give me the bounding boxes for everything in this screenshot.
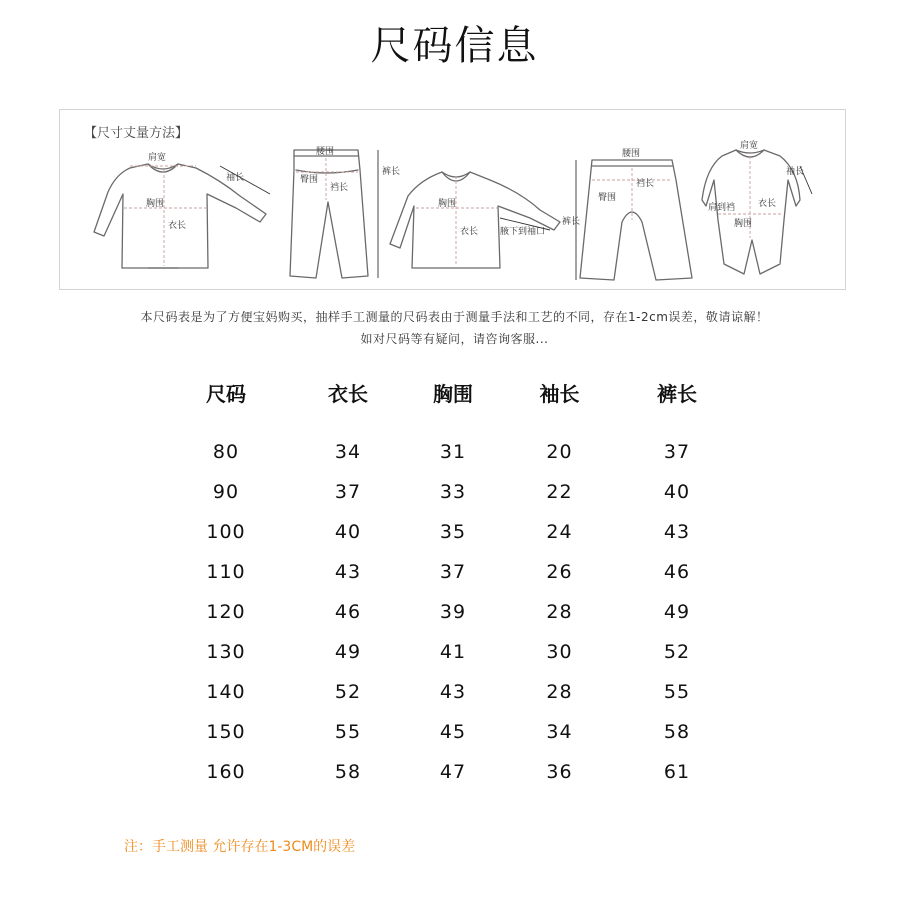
cell-pants-length: 37 (663, 441, 691, 463)
cell-chest: 39 (439, 601, 467, 623)
table-row (170, 592, 727, 632)
sketch-label: 裤长 (382, 167, 401, 177)
sketch-label: 衣长 (758, 199, 777, 209)
cell-size: 150 (206, 721, 246, 743)
sketch-label: 袖长 (786, 167, 805, 177)
sketch-label: 衣长 (460, 227, 479, 237)
cell-pants-length: 43 (663, 521, 691, 543)
sketch-label: 臀围 (300, 175, 319, 185)
cell-sleeve: 30 (546, 641, 573, 663)
cell-size: 120 (206, 601, 246, 623)
cell-size: 100 (206, 521, 246, 543)
cell-sleeve: 26 (546, 561, 573, 583)
cell-length: 43 (334, 561, 362, 583)
table-row (170, 672, 727, 712)
cell-sleeve: 28 (546, 681, 573, 703)
table-row (170, 472, 727, 512)
cell-size: 140 (206, 681, 246, 703)
cell-pants-length: 52 (663, 641, 691, 663)
cell-size: 80 (212, 441, 240, 463)
sketch-label: 胸围 (438, 199, 457, 209)
sketch-label: 袖长 (226, 173, 245, 183)
page-title: 尺码信息 (370, 23, 539, 69)
table-row (170, 752, 727, 792)
cell-size: 130 (206, 641, 246, 663)
cell-chest: 43 (439, 681, 467, 703)
cell-length: 34 (334, 441, 362, 463)
table-row (170, 632, 727, 672)
cell-chest: 31 (439, 441, 467, 463)
cell-pants-length: 46 (663, 561, 691, 583)
cell-sleeve: 22 (546, 481, 573, 503)
cell-chest: 33 (439, 481, 467, 503)
sketch-label: 腰围 (622, 149, 641, 159)
measurement-guide (59, 109, 846, 290)
table-row (170, 432, 727, 472)
cell-length: 37 (334, 481, 362, 503)
header-length: 衣长 (328, 381, 368, 406)
tolerance-note: 注：手工测量 允许存在1-3CM的误差 (124, 839, 356, 855)
cell-chest: 35 (439, 521, 467, 543)
cell-sleeve: 34 (546, 721, 573, 743)
cell-length: 46 (334, 601, 362, 623)
header-chest: 胸围 (433, 381, 473, 406)
header-pants-length: 裤长 (657, 381, 697, 406)
measurement-guide-label: 【尺寸丈量方法】 (84, 126, 189, 141)
pants-sketch-icon (290, 150, 368, 278)
contact-note: 如对尺码等有疑问，请咨询客服... (360, 332, 549, 346)
open-crotch-pants-sketch-icon (580, 160, 692, 280)
cell-chest: 47 (439, 761, 467, 783)
table-row (170, 552, 727, 592)
cell-length: 58 (334, 761, 362, 783)
sketch-label: 腋下到袖口 (500, 227, 546, 237)
size-table (170, 372, 727, 792)
table-row (170, 712, 727, 752)
size-table-header (170, 372, 727, 412)
sketch-label: 裆长 (330, 183, 349, 193)
sketch-label: 肩到裆 (708, 203, 736, 213)
table-row (170, 512, 727, 552)
cell-size: 110 (206, 561, 246, 583)
sketch-label: 肩宽 (740, 141, 759, 151)
cell-sleeve: 28 (546, 601, 573, 623)
cell-length: 52 (334, 681, 362, 703)
sketch-label: 胸围 (734, 219, 753, 229)
cell-chest: 37 (439, 561, 467, 583)
cell-size: 90 (212, 481, 240, 503)
cell-length: 40 (334, 521, 362, 543)
cell-pants-length: 55 (663, 681, 691, 703)
cell-pants-length: 61 (663, 761, 691, 783)
sketch-label: 裤长 (562, 217, 581, 227)
header-sleeve: 袖长 (539, 381, 580, 406)
cell-chest: 41 (439, 641, 467, 663)
disclaimer-text: 本尺码表是为了方便宝妈购买，抽样手工测量的尺码表由于测量手法和工艺的不同，存在1-2cm误差，敬请谅解！ (140, 310, 769, 324)
cell-chest: 45 (439, 721, 467, 743)
cell-size: 160 (206, 761, 246, 783)
sketch-label: 胸围 (146, 199, 165, 209)
sketch-label: 腰围 (316, 147, 335, 157)
cell-sleeve: 24 (546, 521, 573, 543)
cell-length: 55 (334, 721, 362, 743)
sketch-label: 臀围 (598, 193, 617, 203)
cell-sleeve: 20 (546, 441, 573, 463)
header-size: 尺码 (206, 381, 246, 406)
cell-pants-length: 49 (663, 601, 691, 623)
cell-sleeve: 36 (546, 761, 573, 783)
sketch-label: 肩宽 (148, 153, 167, 163)
sketch-label: 裆长 (636, 179, 655, 189)
cell-pants-length: 40 (663, 481, 691, 503)
cell-pants-length: 58 (663, 721, 691, 743)
raglan-shirt-sketch-icon (390, 172, 560, 268)
sketch-label: 衣长 (168, 221, 187, 231)
garment-sketches (60, 110, 845, 289)
cell-length: 49 (334, 641, 362, 663)
